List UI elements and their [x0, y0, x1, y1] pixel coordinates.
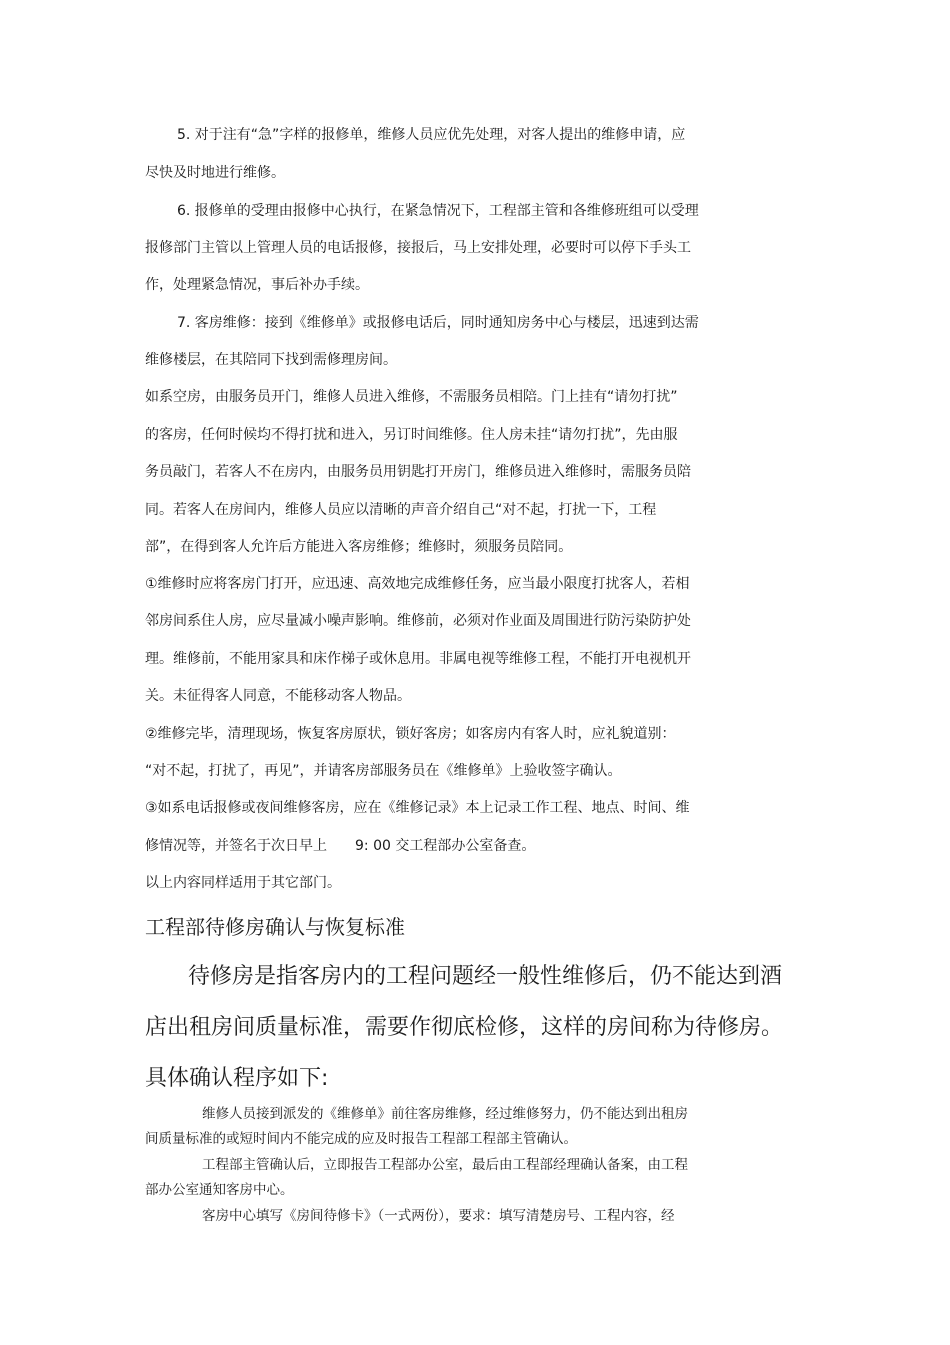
- paragraph-line: 同。若客人在房间内，维修人员应以清晰的声音介绍自己“对不起，打扰一下，工程: [145, 502, 657, 518]
- paragraph-line: ③如系电话报修或夜间维修客房，应在《维修记录》本上记录工作工程、地点、时间、维: [145, 800, 690, 816]
- paragraph-line: ①维修时应将客房门打开，应迅速、高效地完成维修任务，应当最小限度打扰客人，若相: [145, 576, 690, 592]
- paragraph-line: 5. 对于注有“急”字样的报修单，维修人员应优先处理，对客人提出的维修申请，应: [177, 127, 686, 143]
- paragraph-line: ②维修完毕，清理现场，恢复客房原状，锁好客房；如客房内有客人时，应礼貌道别：: [145, 726, 676, 742]
- paragraph-line: 关。未征得客人同意，不能移动客人物品。: [145, 688, 411, 704]
- intro-line: 具体确认程序如下:: [145, 1066, 329, 1091]
- procedure-line: 客房中心填写《房间待修卡》（一式两份），要求：填写清楚房号、工程内容，经: [202, 1208, 675, 1224]
- intro-line: 待修房是指客房内的工程问题经一般性维修后，仍不能达到酒: [188, 964, 783, 989]
- paragraph-line: 报修部门主管以上管理人员的电话报修，接报后，马上安排处理，必要时可以停下手头工: [145, 240, 691, 256]
- paragraph-line: 6. 报修单的受理由报修中心执行，在紧急情况下，工程部主管和各维修班组可以受理: [177, 203, 699, 219]
- paragraph-line: 如系空房，由服务员开门，维修人员进入维修，不需服务员相陪。门上挂有“请勿打扰”: [145, 389, 678, 405]
- paragraph-line: 理。维修前，不能用家具和床作梯子或休息用。非属电视等维修工程，不能打开电视机开: [145, 651, 691, 667]
- procedure-line: 工程部主管确认后，立即报告工程部办公室，最后由工程部经理确认备案，由工程: [202, 1157, 688, 1173]
- intro-line: 店出租房间质量标准，需要作彻底检修，这样的房间称为待修房。: [145, 1015, 784, 1040]
- paragraph-line: 修情况等，并签名于次日早上 9: 00 交工程部办公室备查。: [145, 838, 536, 854]
- procedure-line: 间质量标准的或短时间内不能完成的应及时报告工程部工程部主管确认。: [145, 1131, 577, 1147]
- paragraph-line: 的客房，任何时候均不得打扰和进入，另订时间维修。住人房未挂“请勿打扰”，先由服: [145, 427, 678, 443]
- paragraph-line: 作，处理紧急情况，事后补办手续。: [145, 277, 369, 293]
- paragraph-line: 以上内容同样适用于其它部门。: [145, 875, 341, 891]
- procedure-line: 部办公室通知客房中心。: [145, 1182, 294, 1198]
- procedure-line: 维修人员接到派发的《维修单》前往客房维修，经过维修努力，仍不能达到出租房: [202, 1106, 688, 1122]
- section-heading: 工程部待修房确认与恢复标准: [145, 915, 405, 939]
- paragraph-line: 维修楼层，在其陪同下找到需修理房间。: [145, 352, 397, 368]
- paragraph-line: 部”，在得到客人允许后方能进入客房维修；维修时，须服务员陪同。: [145, 539, 573, 555]
- paragraph-line: 7. 客房维修：接到《维修单》或报修电话后，同时通知房务中心与楼层，迅速到达需: [177, 315, 699, 331]
- paragraph-line: “对不起，打扰了，再见”，并请客房部服务员在《维修单》上验收签字确认。: [145, 763, 622, 779]
- paragraph-line: 尽快及时地进行维修。: [145, 165, 285, 181]
- paragraph-line: 务员敲门，若客人不在房内，由服务员用钥匙打开房门，维修员进入维修时，需服务员陪: [145, 464, 691, 480]
- paragraph-line: 邻房间系住人房，应尽量减小噪声影响。维修前，必须对作业面及周围进行防污染防护处: [145, 613, 691, 629]
